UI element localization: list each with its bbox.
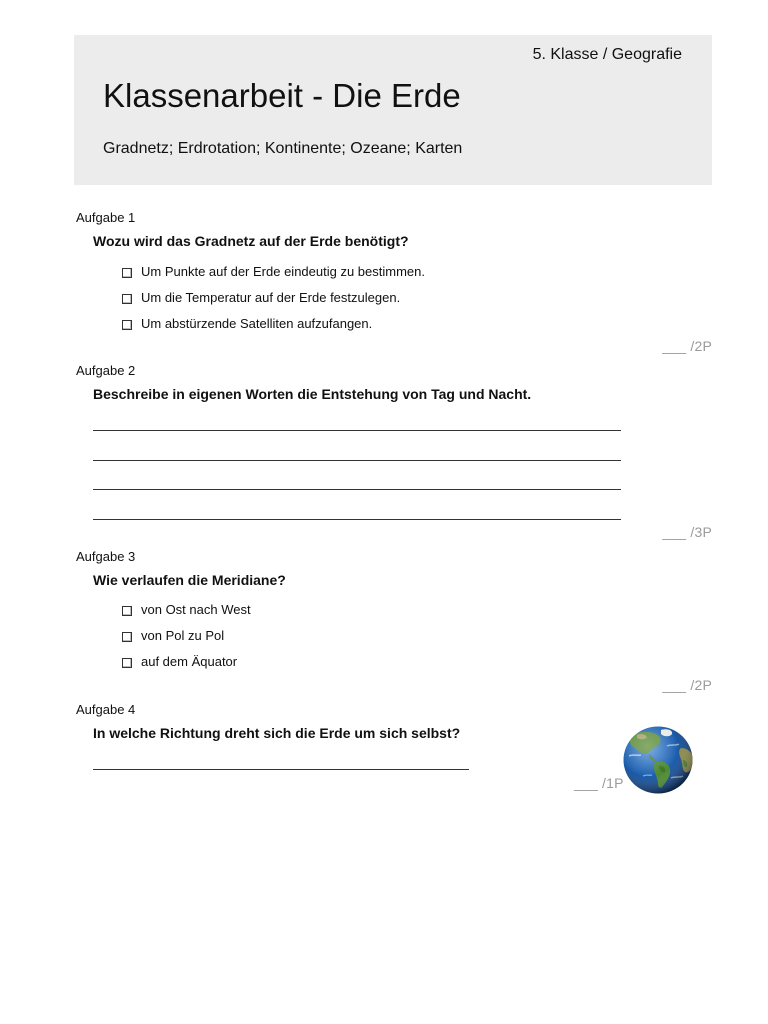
task-1-question: Wozu wird das Gradnetz auf der Erde benötigt? bbox=[93, 233, 409, 249]
class-subject: 5. Klasse / Geografie bbox=[532, 46, 682, 63]
topics: Gradnetz; Erdrotation; Kontinente; Ozeane; Karten bbox=[103, 140, 463, 157]
option-label: Um Punkte auf der Erde eindeutig zu bestimmen. bbox=[141, 264, 425, 279]
checkbox[interactable] bbox=[122, 294, 132, 304]
task-3-option-3[interactable] bbox=[122, 654, 237, 669]
checkbox[interactable] bbox=[122, 632, 132, 642]
checkbox[interactable] bbox=[122, 658, 132, 668]
task-1-option-2[interactable] bbox=[122, 290, 400, 305]
task-2-points: ___ /3P bbox=[662, 524, 712, 540]
task-2-question: Beschreibe in eigenen Worten die Entstehung von Tag und Nacht. bbox=[93, 386, 532, 402]
task-1-option-1[interactable] bbox=[122, 264, 425, 279]
option-label: von Ost nach West bbox=[141, 602, 251, 617]
task-4-points: ___ /1P bbox=[574, 775, 624, 791]
answer-line[interactable] bbox=[93, 430, 621, 431]
answer-line[interactable] bbox=[93, 769, 469, 770]
task-3-points: ___ /2P bbox=[662, 677, 712, 693]
checkbox[interactable] bbox=[122, 320, 132, 330]
page-title: Klassenarbeit - Die Erde bbox=[103, 77, 461, 114]
option-label: von Pol zu Pol bbox=[141, 628, 225, 643]
task-1-option-3[interactable] bbox=[122, 316, 372, 331]
option-label: auf dem Äquator bbox=[141, 654, 238, 669]
checkbox[interactable] bbox=[122, 268, 132, 278]
answer-line[interactable] bbox=[93, 460, 621, 461]
task-1-points: ___ /2P bbox=[662, 338, 712, 354]
task-3-label: Aufgabe 3 bbox=[76, 549, 136, 564]
answer-line[interactable] bbox=[93, 519, 621, 520]
option-label: Um abstürzende Satelliten aufzufangen. bbox=[141, 316, 373, 331]
task-3-question: Wie verlaufen die Meridiane? bbox=[93, 572, 286, 588]
checkbox[interactable] bbox=[122, 606, 132, 616]
task-4-label: Aufgabe 4 bbox=[76, 702, 136, 717]
task-1-label: Aufgabe 1 bbox=[76, 210, 136, 225]
earth-globe-icon bbox=[623, 726, 693, 794]
task-4-question: In welche Richtung dreht sich die Erde um sich selbst? bbox=[93, 725, 461, 741]
task-2-label: Aufgabe 2 bbox=[76, 363, 136, 378]
task-3-option-1[interactable] bbox=[122, 602, 251, 617]
answer-line[interactable] bbox=[93, 489, 621, 490]
task-3-option-2[interactable] bbox=[122, 628, 224, 643]
option-label: Um die Temperatur auf der Erde festzulegen. bbox=[141, 290, 401, 305]
header-box bbox=[74, 35, 712, 185]
